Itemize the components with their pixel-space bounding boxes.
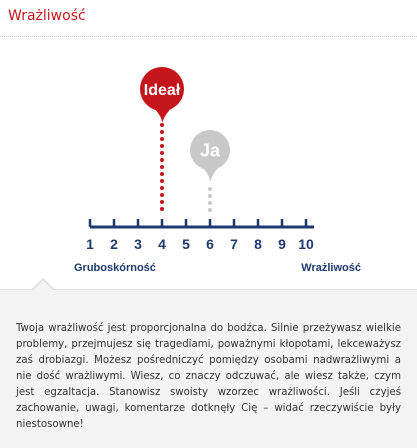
scale-tick-label: 7 <box>230 236 238 252</box>
header <box>0 0 417 36</box>
ideal-stem-dot <box>160 130 164 134</box>
ideal-label: Ideał <box>143 81 181 99</box>
scale-tick-label: 9 <box>278 236 286 252</box>
ideal-stem-dot <box>160 137 164 141</box>
me-marker <box>190 130 230 212</box>
me-stem-dot <box>208 187 212 191</box>
me-label: Ja <box>199 140 221 161</box>
ideal-stem-dot <box>160 186 164 190</box>
scale-tick-label: 3 <box>134 236 142 252</box>
ideal-stem-dot <box>160 123 164 127</box>
me-stem-dot <box>208 194 212 198</box>
sensitivity-scale-chart <box>0 37 417 287</box>
scale-right-label: Wrażliwość <box>301 262 361 274</box>
scale-left-label: Gruboskórność <box>74 262 156 274</box>
page-title: Wrażliwość <box>8 8 86 24</box>
ideal-stem-dot <box>160 193 164 197</box>
scale-tick-label: 2 <box>110 236 118 252</box>
description-text: Twoja wrażliwość jest proporcjonalna do bodźca. Silnie przeżywasz wielkie problemy, przejmujesz się tragediami, poważnymi kłopotami, lekceważysz zaś drobiazgi. Możesz pośredniczyć pomiędzy osobami nadwrażliwymi a nie dość wrażliwymi. Wiesz, co znaczy odczuwać, ale wiesz także, czym jest egzaltacja. Stanowisz swoisty wzorzec wrażliwości. Jeśli czyjeś zachowanie, uwagi, komentarze dotknęły Cię – widać rzeczywiście były niestosowne! <box>16 323 401 430</box>
me-stem-dot <box>208 201 212 205</box>
ideal-stem-dot <box>160 200 164 204</box>
scale-tick-label: 6 <box>206 236 214 252</box>
scale-tick-label: 8 <box>254 236 262 252</box>
markers-layer <box>140 67 230 212</box>
ideal-stem-dot <box>160 158 164 162</box>
ideal-stem-dot <box>160 165 164 169</box>
description-pointer-fill <box>33 280 53 290</box>
scale-tick-label: 5 <box>182 236 190 252</box>
me-stem-dot <box>208 208 212 212</box>
ideal-stem-dot <box>160 172 164 176</box>
ideal-stem-dot <box>160 207 164 211</box>
ideal-stem-dot <box>160 151 164 155</box>
ideal-marker <box>140 67 184 211</box>
ideal-stem-dot <box>160 144 164 148</box>
scale-tick-label: 10 <box>298 236 314 252</box>
ideal-stem-dot <box>160 179 164 183</box>
scale-tick-label: 1 <box>86 236 94 252</box>
description-panel <box>0 289 417 448</box>
scale-tick-label: 4 <box>158 236 166 252</box>
scale-ticks <box>86 219 314 252</box>
